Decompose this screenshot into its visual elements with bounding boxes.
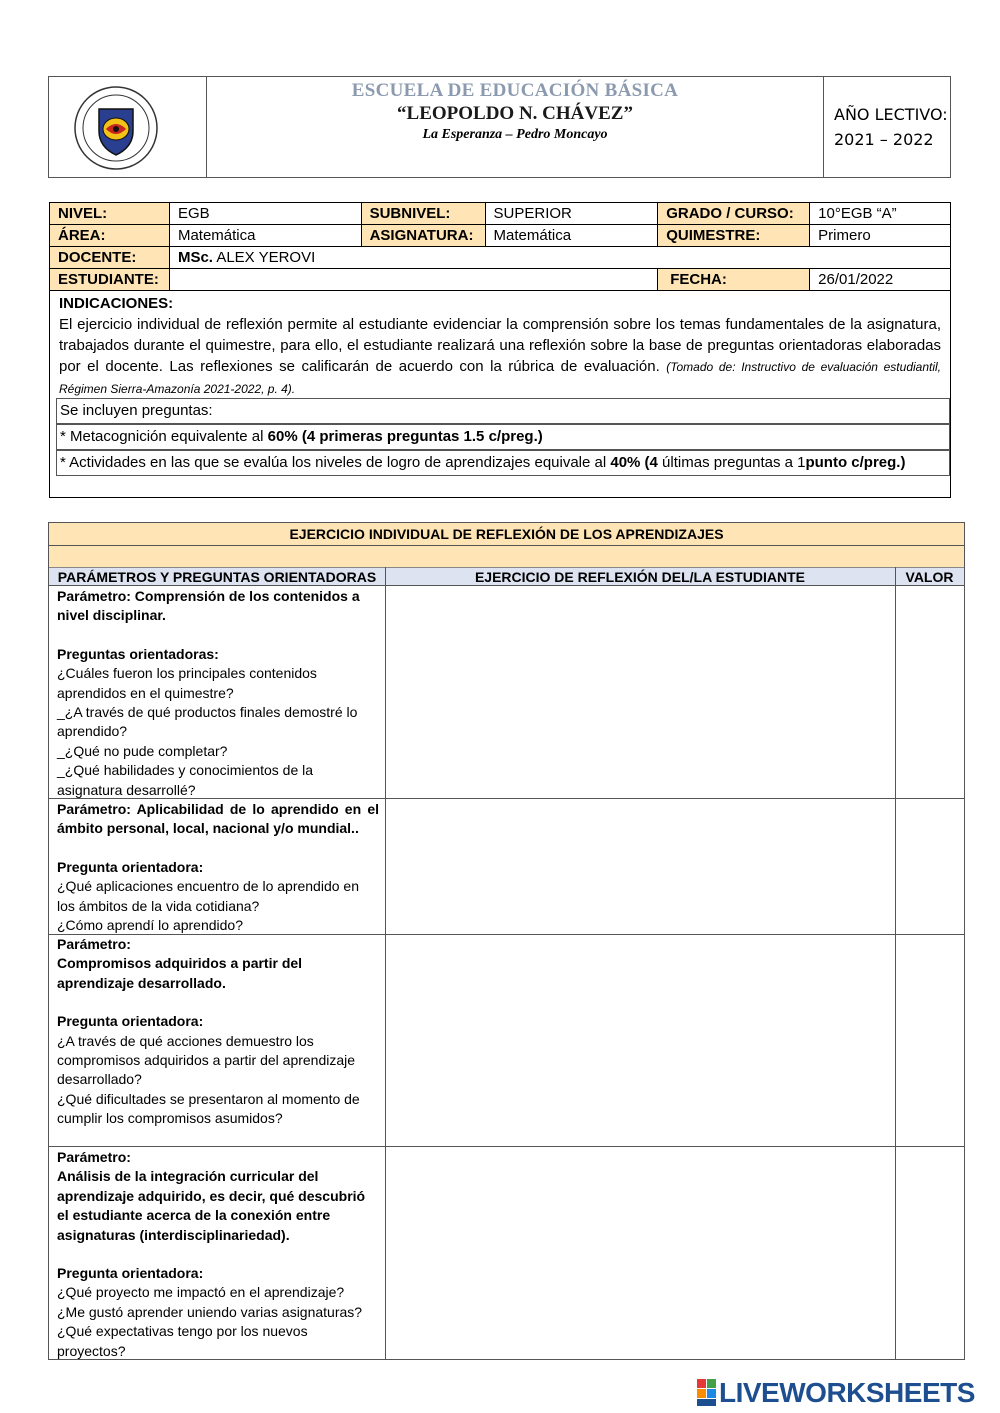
fecha-label: FECHA: <box>658 269 810 291</box>
school-name-cell <box>207 77 824 177</box>
value-field-2[interactable] <box>896 799 964 934</box>
question-item: ¿Qué aplicaciones encuentro de lo aprendido en los ámbitos de la vida cotidiana? <box>57 878 359 914</box>
question-item: ¿Cuáles fueron los principales contenidos aprendidos en el quimestre? <box>57 665 317 701</box>
estudiante-input[interactable] <box>169 269 657 291</box>
answer-field-3[interactable] <box>386 935 895 1146</box>
parameter-text: Análisis de la integración curricular del aprendizaje adquirido, es decir, qué descubrió el estudiante acerca de la conexión entre asignaturas (interdisciplinariedad). <box>57 1168 366 1243</box>
parameter-label: Parámetro: <box>57 1149 131 1165</box>
incluyen-row <box>56 398 950 424</box>
indicaciones-cite: (Tomado de: Instructivo de evaluación estudiantil, Régimen Sierra-Amazonía 2021-2022, p. 4). <box>59 360 942 396</box>
parameter-cell-4 <box>57 1148 379 1361</box>
questions-title: Pregunta orientadora: <box>57 1013 204 1030</box>
docente-label: DOCENTE: <box>50 247 170 269</box>
estudiante-label: ESTUDIANTE: <box>50 269 170 291</box>
school-seal-icon <box>73 85 159 171</box>
school-header <box>48 76 951 178</box>
metacognicion-bold: 60% (4 primeras preguntas 1.5 c/preg.) <box>267 428 543 445</box>
area-value: Matemática <box>169 225 361 247</box>
actividades-bold-2: punto c/preg.) <box>805 454 906 471</box>
question-item: _¿Qué habilidades y conocimientos de la asignatura desarrollé? <box>57 762 314 798</box>
parameter-cell-3 <box>57 935 379 1129</box>
question-item: _¿Qué no pude completar? <box>57 742 228 759</box>
docente-prefix: MSc. <box>177 249 213 266</box>
questions-title: Pregunta orientadora: <box>57 1265 204 1282</box>
logo-cell <box>49 77 207 177</box>
year-value: 2021 – 2022 <box>834 130 934 149</box>
answer-field-2[interactable] <box>386 799 895 934</box>
subnivel-value: SUPERIOR <box>485 203 658 225</box>
col-header-valor: VALOR <box>895 567 964 586</box>
answer-field-1[interactable] <box>386 587 895 798</box>
value-field-1[interactable] <box>896 587 964 798</box>
docente-value: ALEX YEROVI <box>216 249 316 266</box>
liveworksheets-logo <box>697 1377 997 1409</box>
actividades-text: * Actividades en las que se evalúa los niveles de logro de aprendizajes equivale al <box>60 454 611 471</box>
school-line-2: “LEOPOLDO N. CHÁVEZ” <box>397 103 633 124</box>
col-header-ejercicio: EJERCICIO DE REFLEXIÓN DEL/LA ESTUDIANTE <box>385 567 895 586</box>
parameter-text: Parámetro: Aplicabilidad de lo aprendido en el ámbito personal, local, nacional y/o mundial.. <box>57 801 379 837</box>
info-table <box>49 202 951 291</box>
parameter-cell-2 <box>57 800 379 935</box>
school-year-cell <box>824 77 950 177</box>
question-item: ¿Qué expectativas tengo por los nuevos proyectos? <box>57 1323 308 1359</box>
table-row <box>50 269 951 291</box>
nivel-label: NIVEL: <box>50 203 170 225</box>
parameter-label: Parámetro: <box>57 936 131 952</box>
liveworksheets-brand: LIVEWORKSHEETS <box>719 1377 975 1408</box>
docente-value-cell <box>169 247 950 269</box>
questions-title: Preguntas orientadoras: <box>57 645 219 662</box>
quimestre-label: QUIMESTRE: <box>658 225 810 247</box>
question-item: ¿Qué dificultades se presentaron al momento de cumplir los compromisos asumidos? <box>57 1090 360 1127</box>
nivel-value: EGB <box>169 203 361 225</box>
actividades-row <box>56 450 950 476</box>
school-line-1: ESCUELA DE EDUCACIÓN BÁSICA <box>351 80 679 101</box>
grado-label: GRADO / CURSO: <box>658 203 810 225</box>
parameter-cell-1 <box>57 587 379 800</box>
question-item: ¿A través de qué acciones demuestro los compromisos adquiridos a partir del aprendizaje desarrollado? <box>57 1032 356 1088</box>
exercise-title: EJERCICIO INDIVIDUAL DE REFLEXIÓN DE LOS APRENDIZAJES <box>49 523 964 546</box>
subnivel-label: SUBNIVEL: <box>361 203 485 225</box>
liveworksheets-icon <box>697 1379 717 1407</box>
table-row <box>50 225 951 247</box>
value-field-4[interactable] <box>896 1147 964 1359</box>
answer-field-4[interactable] <box>386 1147 895 1359</box>
quimestre-value: Primero <box>810 225 951 247</box>
actividades-bold-1: 40% (4 <box>610 454 658 471</box>
year-label: AÑO LECTIVO: <box>834 105 948 124</box>
metacognicion-text: * Metacognición equivalente al <box>60 428 268 445</box>
area-label: ÁREA: <box>50 225 170 247</box>
metacognicion-row <box>56 424 950 450</box>
question-item: _¿A través de qué productos finales demostré lo aprendido? <box>57 704 358 740</box>
parameter-text: Parámetro: Comprensión de los contenidos a nivel disciplinar. <box>57 588 360 624</box>
col-header-parametros: PARÁMETROS Y PREGUNTAS ORIENTADORAS <box>49 567 385 586</box>
indicaciones-body: El ejercicio individual de reflexión permite al estudiante evidenciar la comprensión sobre los temas fundamentales de la asignatura, trabajados durante el quimestre, para ello, el estudiante realizará una reflexión sobre la base de preguntas orientadoras elaboradas por el docente. Las reflexiones se calificarán de acuerdo con la rúbrica de evaluación. <box>59 316 941 375</box>
actividades-mid: últimas preguntas a 1 <box>657 454 806 471</box>
questions-title: Pregunta orientadora: <box>57 858 204 875</box>
school-location: La Esperanza – Pedro Moncayo <box>422 127 608 142</box>
exercise-table <box>48 522 965 1360</box>
parameter-text: Compromisos adquiridos a partir del aprendizaje desarrollado. <box>57 955 303 991</box>
fecha-value: 26/01/2022 <box>810 269 951 291</box>
table-row <box>50 203 951 225</box>
asignatura-value: Matemática <box>485 225 658 247</box>
asignatura-label: ASIGNATURA: <box>361 225 485 247</box>
question-item: ¿Cómo aprendí lo aprendido? <box>57 917 244 934</box>
blank-band <box>49 546 964 567</box>
grado-value: 10°EGB “A” <box>810 203 951 225</box>
indicaciones-title: INDICACIONES: <box>59 295 174 312</box>
question-item: ¿Qué proyecto me impactó en el aprendizaje? <box>57 1284 345 1301</box>
question-item: ¿Me gustó aprender uniendo varias asignaturas? <box>57 1303 363 1320</box>
table-row <box>50 247 951 269</box>
incluyen-text: Se incluyen preguntas: <box>60 402 213 419</box>
value-field-3[interactable] <box>896 935 964 1146</box>
